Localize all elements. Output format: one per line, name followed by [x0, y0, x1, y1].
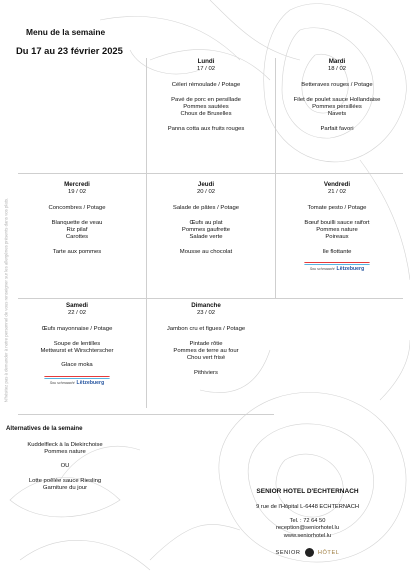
alternative-dish: Kuddelfleck à la Diekirchoise Pommes nature — [27, 441, 103, 455]
day-date: 21 / 02 — [327, 188, 346, 195]
luxembourg-label-logo — [304, 262, 370, 273]
starter: Salade de pâtes / Potage — [172, 205, 240, 212]
hotel-logo-right: HÔTEL — [317, 550, 340, 557]
starter: Œufs mayonnaise / Potage — [41, 326, 113, 333]
main-course: Bœuf bouilli sauce raifort Pommes nature Poireaux — [304, 219, 370, 241]
starter: Concombres / Potage — [48, 205, 106, 212]
main-course: Pintade rôtie Pommes de terre au four Chou vert frisé — [173, 340, 239, 362]
flag-stripe-icon — [304, 262, 370, 265]
day-cell-dimanche — [142, 302, 270, 384]
logo-subtext: Sou schmaacht — [49, 380, 75, 385]
starter: Tomate pesto / Potage — [307, 205, 367, 212]
alternative-dish: Lotte poêlée sauce Riesling Garniture du jour — [28, 477, 102, 492]
alternatives-title: Alternatives de la semaine — [6, 425, 83, 432]
hotel-emblem-icon — [305, 548, 314, 557]
day-cell-mardi — [273, 58, 401, 140]
week-period: Du 17 au 23 février 2025 — [16, 45, 123, 56]
day-date: 19 / 02 — [67, 188, 86, 195]
dessert: Pithiviers — [194, 369, 218, 376]
main-course: Soupe de lentilles Mettwurst et Wirschterscher — [40, 340, 114, 354]
day-name: Mardi — [328, 58, 346, 65]
hotel-contact — [235, 488, 380, 557]
grid-line-horizontal-1 — [18, 173, 403, 174]
main-course: Blanquette de veau Riz pilaf Carottes — [51, 219, 103, 241]
page-title: Menu de la semaine — [26, 27, 106, 37]
allergen-notice: N'hésitez pas à demander à notre personnel de vous renseigner sur les allergènes présents dans vos plats. — [3, 197, 9, 403]
hotel-name: SENIOR HOTEL D'ECHTERNACH — [256, 488, 359, 495]
hotel-email[interactable]: reception@seniorhotel.lu — [275, 525, 339, 532]
day-name: Mercredi — [64, 181, 90, 188]
grid-line-horizontal-2 — [18, 298, 403, 299]
dessert: Tarte aux pommes — [52, 248, 102, 255]
logo-subtext: Sou schmaacht — [309, 267, 335, 271]
main-course: Pavé de porc en persillade Pommes sautées Choux de Bruxelles — [171, 96, 241, 118]
dessert: Glace moka — [61, 362, 93, 369]
day-name: Lundi — [197, 58, 215, 65]
hotel-address: 9 rue de l'Hôpital L-6448 ECHTERNACH — [256, 504, 359, 511]
day-name: Vendredi — [323, 181, 351, 188]
luxembourg-label-logo — [44, 376, 110, 387]
starter: Céleri rémoulade / Potage — [171, 82, 241, 89]
dessert: Panna cotta aux fruits rouges — [167, 125, 245, 132]
dessert: Parfait favori — [320, 125, 354, 132]
day-cell-vendredi — [273, 181, 401, 273]
day-date: 20 / 02 — [196, 188, 215, 195]
hotel-website[interactable]: www.seniorhotel.lu — [283, 532, 332, 539]
day-cell-jeudi — [142, 181, 270, 263]
main-course: Filet de poulet sauce Hollandaise Pommes persillées Navets — [293, 96, 381, 118]
day-date: 23 / 02 — [196, 309, 215, 316]
day-date: 17 / 02 — [196, 65, 215, 72]
day-name: Dimanche — [191, 302, 221, 309]
alternative-separator: OU — [60, 463, 70, 470]
day-cell-samedi — [13, 302, 141, 387]
flag-stripe-icon — [44, 376, 110, 379]
starter: Betteraves rouges / Potage — [301, 82, 373, 89]
hotel-logo — [235, 548, 380, 557]
day-cell-lundi — [142, 58, 270, 140]
day-date: 18 / 02 — [327, 65, 346, 72]
dessert: Mousse au chocolat — [179, 248, 233, 255]
day-date: 22 / 02 — [67, 309, 86, 316]
main-course: Œufs au plat Pommes gaufrette Salade verte — [181, 219, 231, 241]
day-name: Samedi — [65, 302, 88, 309]
grid-line-horizontal-3 — [18, 414, 274, 415]
hotel-logo-left: SENIOR — [275, 550, 301, 557]
dessert: Ile flottante — [322, 248, 352, 255]
weekly-alternatives — [6, 425, 124, 499]
logo-brand: Lëtzebuerg — [76, 379, 105, 386]
hotel-phone: Tel. : 72 64 50 — [289, 517, 326, 524]
starter: Jambon cru et figues / Potage — [166, 326, 246, 333]
day-name: Jeudi — [197, 181, 215, 188]
logo-brand: Lëtzebuerg — [336, 266, 365, 272]
day-cell-mercredi — [13, 181, 141, 263]
